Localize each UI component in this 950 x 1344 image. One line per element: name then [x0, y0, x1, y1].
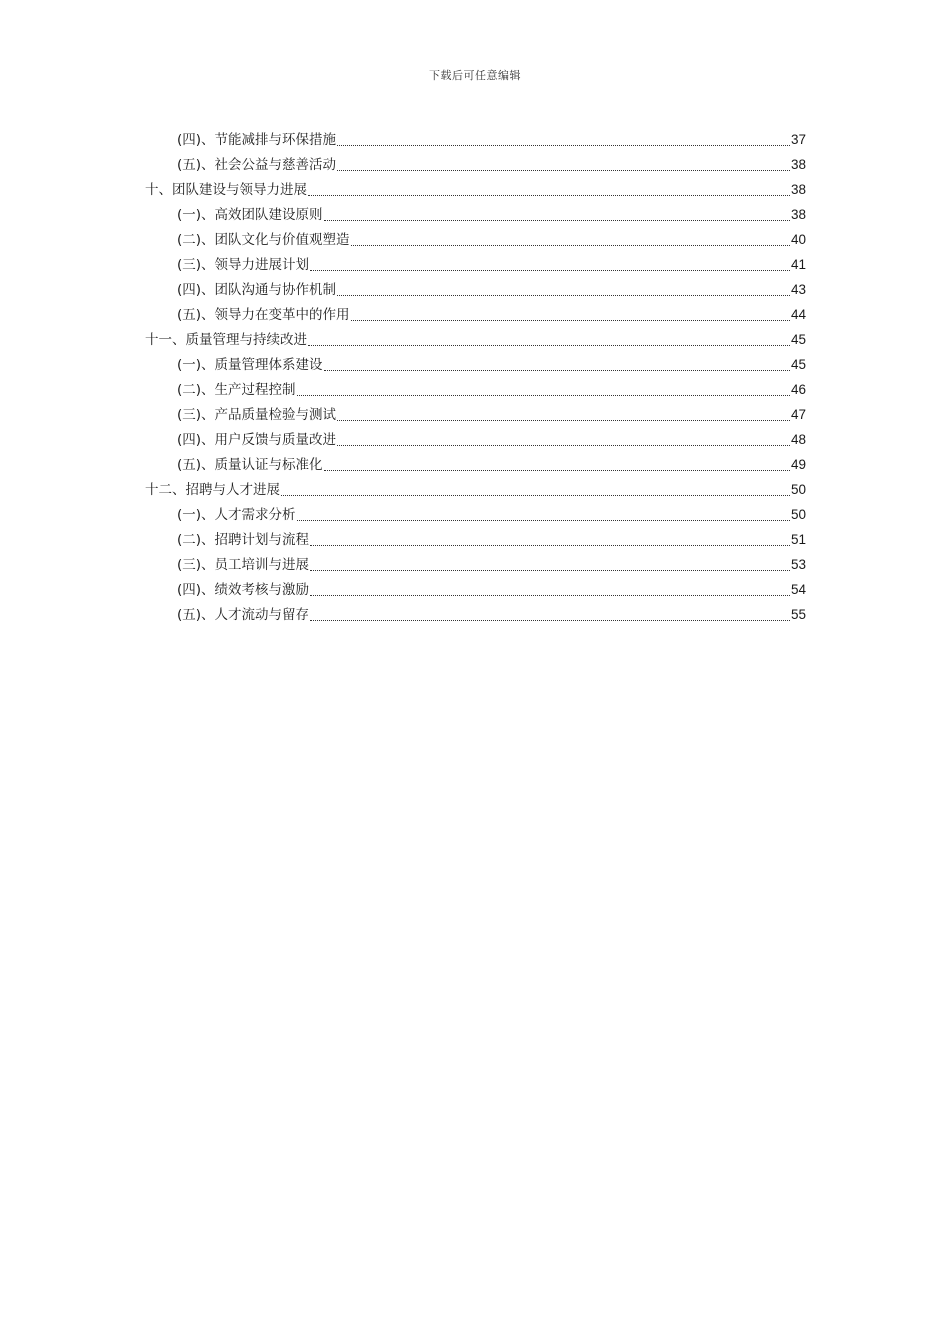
table-of-contents: [145, 126, 806, 626]
toc-page-number: 51: [790, 532, 806, 547]
toc-entry[interactable]: [145, 301, 806, 326]
toc-page-number: 37: [790, 132, 806, 147]
toc-entry[interactable]: [145, 151, 806, 176]
toc-dot-leader: [324, 470, 790, 471]
toc-entry-title: (三)、员工培训与进展: [177, 557, 310, 573]
toc-chapter-entry[interactable]: [145, 476, 806, 501]
toc-entry-title: 十、团队建设与领导力进展: [145, 182, 307, 198]
toc-entry[interactable]: [145, 376, 806, 401]
toc-page-number: 50: [790, 507, 806, 522]
toc-entry-title: (四)、绩效考核与激励: [177, 582, 310, 598]
toc-page-number: 41: [790, 257, 806, 272]
toc-page-number: 43: [790, 282, 806, 297]
toc-entry[interactable]: [145, 251, 806, 276]
toc-entry[interactable]: [145, 551, 806, 576]
toc-dot-leader: [310, 570, 790, 571]
toc-dot-leader: [297, 520, 790, 521]
toc-entry-title: (四)、节能减排与环保措施: [177, 132, 337, 148]
toc-entry-title: (五)、领导力在变革中的作用: [177, 307, 350, 323]
toc-entry[interactable]: [145, 601, 806, 626]
toc-entry[interactable]: [145, 126, 806, 151]
toc-entry[interactable]: [145, 401, 806, 426]
toc-page-number: 46: [790, 382, 806, 397]
toc-entry[interactable]: [145, 501, 806, 526]
toc-chapter-entry[interactable]: [145, 176, 806, 201]
toc-entry[interactable]: [145, 526, 806, 551]
toc-dot-leader: [324, 370, 790, 371]
toc-dot-leader: [337, 145, 790, 146]
toc-entry-title: (五)、人才流动与留存: [177, 607, 310, 623]
toc-dot-leader: [297, 395, 790, 396]
toc-dot-leader: [310, 545, 790, 546]
toc-entry[interactable]: [145, 201, 806, 226]
toc-entry-title: (四)、用户反馈与质量改进: [177, 432, 337, 448]
toc-page-number: 45: [790, 332, 806, 347]
toc-entry-title: (二)、团队文化与价值观塑造: [177, 232, 350, 248]
toc-dot-leader: [308, 195, 790, 196]
toc-entry-title: (三)、产品质量检验与测试: [177, 407, 337, 423]
toc-page-number: 54: [790, 582, 806, 597]
toc-page-number: 47: [790, 407, 806, 422]
toc-entry-title: (三)、领导力进展计划: [177, 257, 310, 273]
toc-entry-title: (一)、质量管理体系建设: [177, 357, 323, 373]
toc-page-number: 44: [790, 307, 806, 322]
toc-page-number: 40: [790, 232, 806, 247]
toc-entry-title: (四)、团队沟通与协作机制: [177, 282, 337, 298]
toc-entry[interactable]: [145, 351, 806, 376]
toc-page-number: 38: [790, 207, 806, 222]
toc-dot-leader: [337, 445, 790, 446]
toc-entry-title: (五)、质量认证与标准化: [177, 457, 323, 473]
toc-dot-leader: [310, 270, 790, 271]
toc-entry-title: (二)、招聘计划与流程: [177, 532, 310, 548]
toc-entry-title: (二)、生产过程控制: [177, 382, 296, 398]
toc-dot-leader: [324, 220, 790, 221]
toc-dot-leader: [281, 495, 790, 496]
toc-page-number: 50: [790, 482, 806, 497]
toc-page-number: 38: [790, 157, 806, 172]
toc-entry[interactable]: [145, 426, 806, 451]
page-header-note: 下载后可任意编辑: [429, 69, 521, 82]
toc-entry[interactable]: [145, 451, 806, 476]
toc-dot-leader: [351, 245, 790, 246]
toc-chapter-entry[interactable]: [145, 326, 806, 351]
toc-dot-leader: [308, 345, 790, 346]
toc-page-number: 55: [790, 607, 806, 622]
toc-dot-leader: [337, 295, 790, 296]
toc-entry[interactable]: [145, 276, 806, 301]
toc-page-number: 38: [790, 182, 806, 197]
toc-dot-leader: [310, 595, 790, 596]
toc-entry-title: 十二、招聘与人才进展: [145, 482, 280, 498]
toc-page-number: 53: [790, 557, 806, 572]
toc-dot-leader: [337, 420, 790, 421]
toc-entry[interactable]: [145, 226, 806, 251]
toc-entry-title: (一)、人才需求分析: [177, 507, 296, 523]
toc-dot-leader: [351, 320, 790, 321]
toc-entry[interactable]: [145, 576, 806, 601]
toc-entry-title: (一)、高效团队建设原则: [177, 207, 323, 223]
toc-entry-title: (五)、社会公益与慈善活动: [177, 157, 337, 173]
toc-page-number: 48: [790, 432, 806, 447]
toc-entry-title: 十一、质量管理与持续改进: [145, 332, 307, 348]
toc-page-number: 45: [790, 357, 806, 372]
toc-page-number: 49: [790, 457, 806, 472]
toc-dot-leader: [310, 620, 790, 621]
toc-dot-leader: [337, 170, 790, 171]
